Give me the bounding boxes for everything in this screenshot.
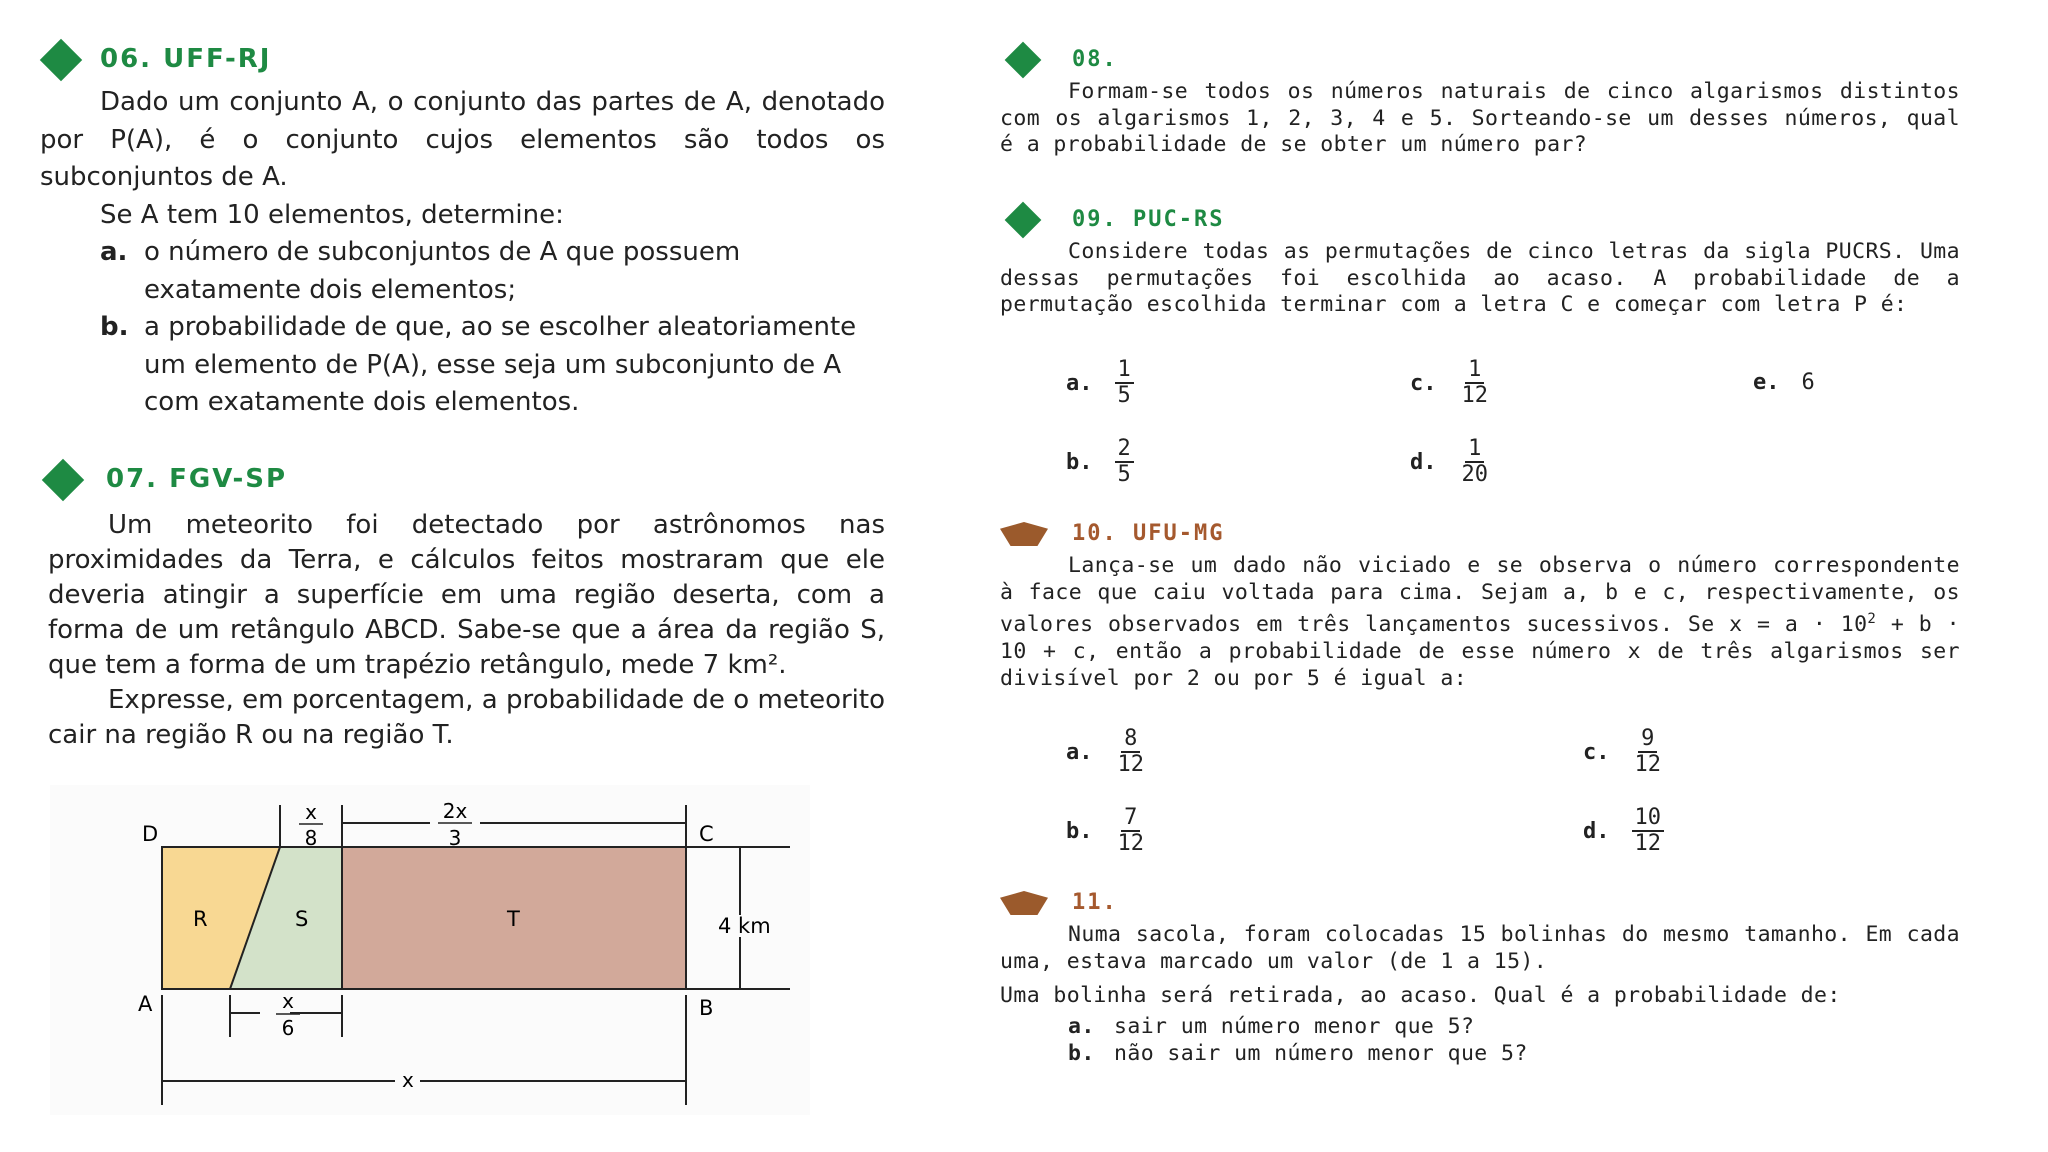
option-fraction xyxy=(1632,806,1665,856)
question-06-header xyxy=(40,40,885,80)
pentagon-bullet-icon xyxy=(1000,891,1048,915)
option-label: e. xyxy=(1753,370,1780,395)
question-09-number: 09. xyxy=(1072,206,1118,232)
fraction-denominator: 12 xyxy=(1461,383,1488,408)
question-10-text-before: Lança-se um dado não viciado e se observa o número correspondente à face que caiu voltada para cima. Sejam a, b e c, respectivamente, os valores observados em três lançamentos sucessivos. Se x = a · 10 xyxy=(1000,553,1960,638)
fraction-numerator: 8 xyxy=(1121,727,1140,753)
q09-option-c[interactable] xyxy=(1410,358,1491,408)
question-07-title xyxy=(106,461,287,499)
option-label: c. xyxy=(1410,370,1437,396)
fraction-denominator: 12 xyxy=(1634,752,1661,777)
region-r-label: R xyxy=(193,907,208,931)
item-label: a. xyxy=(100,237,128,267)
question-09-title xyxy=(1072,207,1224,234)
question-07-source: FGV-SP xyxy=(169,464,288,495)
question-10-text xyxy=(1000,553,1960,693)
question-07-intro: Um meteorito foi detectado por astrônomos nas proximidades da Terra, e cálculos feitos mostraram que ele deveria atingir a superfície em uma região deserta, com a forma de um retângulo ABCD. Sabe-se que a área da região S, que tem a forma de um trapézio retângulo, mede 7 km². xyxy=(48,510,885,680)
question-06-intro: Dado um conjunto A, o conjunto das partes de A, denotado por P(A), é o conjunto cujos elementos são todos os subconjuntos de A. xyxy=(40,87,885,192)
fraction-denominator: 5 xyxy=(1117,462,1131,487)
corner-a-label: A xyxy=(138,992,153,1016)
corner-b-label: B xyxy=(699,996,714,1020)
question-06-prompt: Se A tem 10 elementos, determine: xyxy=(100,199,564,230)
question-07-prompt: Expresse, em porcentagem, a probabilidade de o meteorito cair na região R ou na região T. xyxy=(48,685,885,750)
question-08-text: Formam-se todos os números naturais de cinco algarismos distintos com os algarismos 1, 2, 3, 4 e 5. Sorteando-se um desses números, qual é a probabilidade de se obter um número par? xyxy=(1000,79,1960,158)
item-text: a probabilidade de que, ao se escolher aleatoriamente um elemento de P(A), esse seja um subconjunto de A com exatamente dois elementos. xyxy=(144,312,857,417)
question-11-text-2: Uma bolinha será retirada, ao acaso. Qual é a probabilidade de: xyxy=(1000,983,1841,1009)
fraction-numerator: 1 xyxy=(1465,358,1484,384)
option-fraction xyxy=(1115,806,1148,856)
diamond-bullet-icon xyxy=(1005,42,1042,79)
top-fraction-1-numerator: x xyxy=(305,800,317,824)
question-06-source: UFF-RJ xyxy=(163,44,272,75)
q10-option-b[interactable] xyxy=(1066,806,1147,856)
q10-option-d[interactable] xyxy=(1583,806,1664,856)
fraction-denominator: 12 xyxy=(1634,831,1661,856)
question-07 xyxy=(48,458,885,753)
diamond-bullet-icon xyxy=(40,39,82,81)
option-fraction xyxy=(1459,358,1492,408)
question-07-number: 07. xyxy=(106,464,159,495)
item-label: a. xyxy=(1068,1014,1095,1040)
question-10-source: UFU-MG xyxy=(1133,520,1225,546)
question-08 xyxy=(1000,45,1960,159)
q09-option-e[interactable] xyxy=(1753,370,1815,395)
question-10-header xyxy=(1000,519,1960,549)
meteorite-region-figure xyxy=(50,785,810,1115)
question-07-header xyxy=(48,458,885,502)
q09-option-b[interactable] xyxy=(1066,437,1134,487)
q10-option-c[interactable] xyxy=(1583,727,1664,777)
diamond-bullet-icon xyxy=(42,459,84,501)
item-text: não sair um número menor que 5? xyxy=(1114,1040,1528,1066)
option-value: 6 xyxy=(1801,370,1815,395)
fraction-denominator: 5 xyxy=(1117,383,1131,408)
question-09 xyxy=(1000,205,1960,319)
question-11-text-1: Numa sacola, foram colocadas 15 bolinhas do mesmo tamanho. Em cada uma, estava marcado um valor (de 1 a 15). xyxy=(1000,922,1960,974)
item-text: o número de subconjuntos de A que possuem exatamente dois elementos; xyxy=(144,237,741,305)
region-s-label: S xyxy=(295,907,309,931)
fraction-numerator: 7 xyxy=(1121,806,1140,832)
option-fraction xyxy=(1115,727,1148,777)
question-11-header xyxy=(1000,888,1960,918)
fraction-denominator: 12 xyxy=(1117,831,1144,856)
question-06-number: 06. xyxy=(100,44,153,75)
question-09-header xyxy=(1000,205,1960,235)
fraction-numerator: 2 xyxy=(1115,437,1134,463)
q09-option-a[interactable] xyxy=(1066,358,1134,408)
bottom-fraction-denominator: 6 xyxy=(281,1016,295,1040)
question-10-title xyxy=(1072,521,1224,548)
fraction-numerator: 1 xyxy=(1115,358,1134,384)
option-label: a. xyxy=(1066,370,1093,396)
question-06-item-b xyxy=(40,309,885,422)
top-fraction-2-numerator: 2x xyxy=(442,799,468,823)
q10-option-a[interactable] xyxy=(1066,727,1147,777)
question-10 xyxy=(1000,519,1960,693)
option-label: b. xyxy=(1066,818,1093,844)
top-fraction-1-denominator: 8 xyxy=(304,826,318,850)
fraction-numerator: 10 xyxy=(1632,806,1665,832)
option-fraction xyxy=(1632,727,1665,777)
question-10-exponent: 2 xyxy=(1867,611,1877,628)
fraction-numerator: 1 xyxy=(1465,437,1484,463)
question-06-item-a xyxy=(40,234,885,309)
option-fraction xyxy=(1115,358,1134,408)
option-label: c. xyxy=(1583,739,1610,765)
fraction-denominator: 20 xyxy=(1461,462,1488,487)
item-label: b. xyxy=(1068,1040,1095,1066)
option-label: d. xyxy=(1583,818,1610,844)
question-10-number: 10. xyxy=(1072,520,1118,546)
question-09-text: Considere todas as permutações de cinco letras da sigla PUCRS. Uma dessas permutações foi escolhida ao acaso. A probabilidade de a permutação escolhida terminar com a letra C e começar com letra P é: xyxy=(1000,239,1960,318)
question-06 xyxy=(40,40,885,422)
width-label: x xyxy=(402,1068,414,1092)
option-label: b. xyxy=(1066,449,1093,475)
region-t-label: T xyxy=(507,907,520,931)
top-fraction-2-denominator: 3 xyxy=(448,826,462,850)
height-label: 4 km xyxy=(718,914,771,938)
question-08-number: 08. xyxy=(1072,46,1118,72)
option-fraction xyxy=(1115,437,1134,487)
corner-d-label: D xyxy=(142,822,159,846)
option-label: d. xyxy=(1410,449,1437,475)
question-09-source: PUC-RS xyxy=(1133,206,1225,232)
pentagon-bullet-icon xyxy=(1000,522,1048,546)
option-fraction xyxy=(1459,437,1492,487)
corner-c-label: C xyxy=(699,822,714,846)
question-06-title xyxy=(100,41,271,79)
question-11-title xyxy=(1072,890,1118,917)
question-11 xyxy=(1000,888,1960,1068)
diamond-bullet-icon xyxy=(1005,202,1042,239)
fraction-denominator: 12 xyxy=(1117,752,1144,777)
option-label: a. xyxy=(1066,739,1093,765)
question-08-title xyxy=(1072,47,1118,74)
bottom-fraction-numerator: x xyxy=(282,989,294,1013)
question-10-text-after: + b · 10 + c, então a probabilidade de esse número x de três algarismos ser divisível por 2 ou por 5 é igual a: xyxy=(1000,612,1960,691)
question-11-number: 11. xyxy=(1072,889,1118,915)
question-11-item-a xyxy=(1000,1014,1960,1041)
item-label: b. xyxy=(100,312,129,342)
q09-option-d[interactable] xyxy=(1410,437,1491,487)
question-11-item-b xyxy=(1000,1041,1960,1068)
item-text: sair um número menor que 5? xyxy=(1114,1014,1475,1040)
question-08-header xyxy=(1000,45,1960,75)
fraction-numerator: 9 xyxy=(1638,727,1657,753)
